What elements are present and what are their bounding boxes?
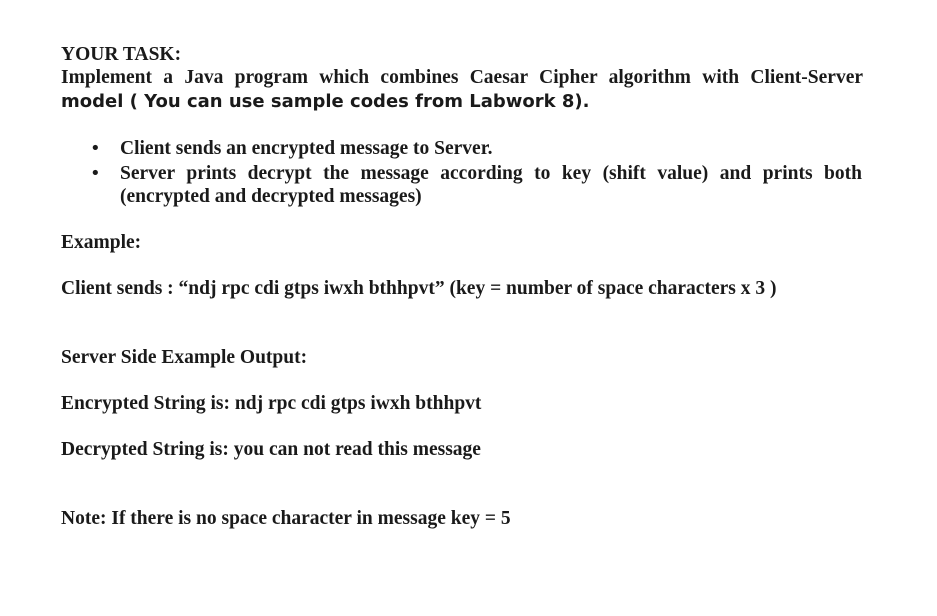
task-description-line1: Implement a Java program which combines Caesar Cipher algorithm with Client-Server bbox=[61, 67, 863, 88]
bullet-icon: • bbox=[90, 138, 101, 159]
bullet-item-1: Client sends an encrypted message to Server. bbox=[120, 138, 493, 159]
server-output-heading: Server Side Example Output: bbox=[61, 347, 308, 368]
example-heading: Example: bbox=[61, 232, 142, 253]
note-text: Note: If there is no space character in message key = 5 bbox=[61, 508, 511, 529]
task-heading: YOUR TASK: bbox=[61, 44, 182, 65]
bullet-item-2-line1: Server prints decrypt the message according to key (shift value) and prints both bbox=[120, 163, 862, 184]
encrypted-string-text: Encrypted String is: ndj rpc cdi gtps iwxh bthhpvt bbox=[61, 393, 482, 414]
bullet-item-2-line2: (encrypted and decrypted messages) bbox=[120, 186, 422, 207]
decrypted-string-text: Decrypted String is: you can not read this message bbox=[61, 439, 481, 460]
task-description-line2: model ( You can use sample codes from Labwork 8). bbox=[61, 91, 590, 112]
client-sends-text: Client sends : “ndj rpc cdi gtps iwxh bthhpvt” (key = number of space characters x 3 ) bbox=[61, 278, 777, 299]
bullet-icon: • bbox=[90, 163, 101, 184]
